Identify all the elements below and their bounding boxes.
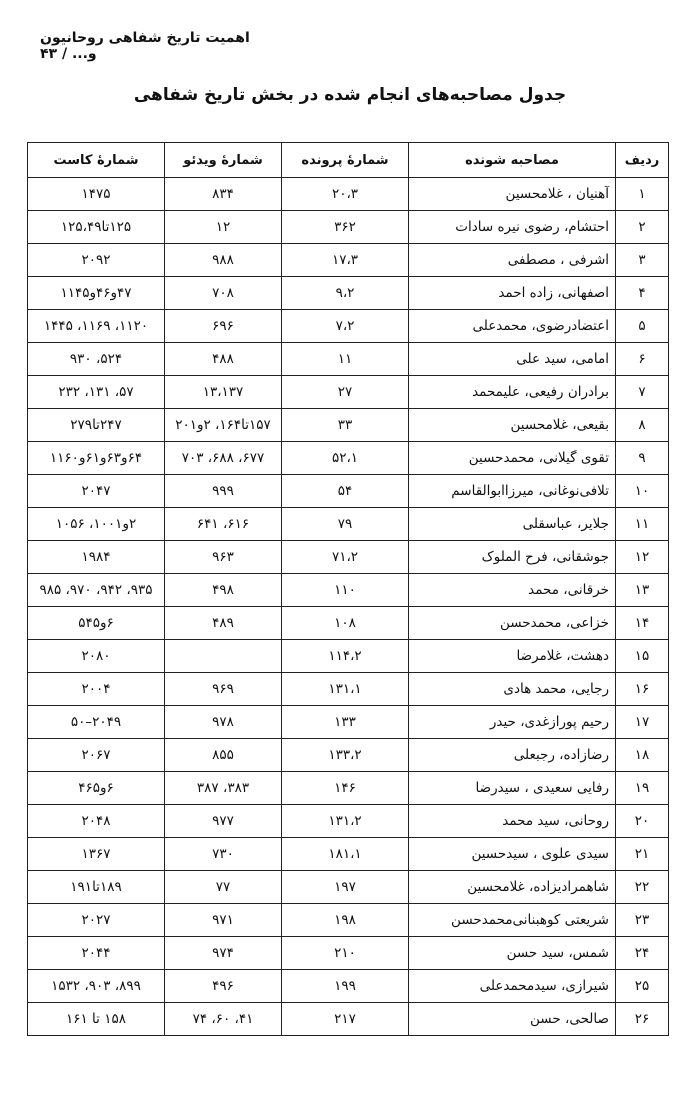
video-number-cell: ۱۵۷تا۱۶۴، ۲و۲۰۱ [165,409,282,442]
table-row [28,673,669,706]
video-number-cell: ۴۸۹ [165,607,282,640]
row-number-cell: ۲۱ [616,838,669,871]
header-interviewee: مصاحبه شونده [409,143,616,178]
video-number-cell: ۷۰۸ [165,277,282,310]
file-number-cell: ۱۳۳ [282,706,409,739]
row-number-cell: ۱۵ [616,640,669,673]
row-number-cell: ۱۸ [616,739,669,772]
cassette-number-cell: ۲۰۴۴ [28,937,165,970]
row-number-cell: ۱ [616,178,669,211]
cassette-number-cell: ۲۰۰۴ [28,673,165,706]
file-number-cell: ۱۱۰ [282,574,409,607]
table-row [28,211,669,244]
cassette-number-cell: ۹۳۵، ۹۴۲، ۹۷۰، ۹۸۵ [28,574,165,607]
table-row [28,310,669,343]
cassette-number-cell: ۲۰۴۹–۵۰ [28,706,165,739]
cassette-number-cell: ۵۲۴، ۹۳۰ [28,343,165,376]
file-number-cell: ۳۶۲ [282,211,409,244]
row-number-cell: ۱۳ [616,574,669,607]
video-number-cell: ۹۷۱ [165,904,282,937]
file-number-cell: ۲۷ [282,376,409,409]
row-number-cell: ۷ [616,376,669,409]
interviewee-name-cell: برادران رفیعی، علیمحمد [409,376,616,409]
table-row [28,277,669,310]
interviewee-name-cell: امامی، سید علی [409,343,616,376]
cassette-number-cell: ۲و۱۰۰۱، ۱۰۵۶ [28,508,165,541]
running-header: اهمیت تاریخ شفاهی روحانیون و... / ۴۳ [40,30,250,62]
row-number-cell: ۱۲ [616,541,669,574]
file-number-cell: ۱۳۳،۲ [282,739,409,772]
table-row [28,409,669,442]
row-number-cell: ۲۶ [616,1003,669,1036]
interviews-table [27,142,669,1036]
row-number-cell: ۲۳ [616,904,669,937]
interviewee-name-cell: رضازاده، رجبعلی [409,739,616,772]
video-number-cell: ۹۹۹ [165,475,282,508]
file-number-cell: ۱۴۶ [282,772,409,805]
row-number-cell: ۴ [616,277,669,310]
table-row [28,244,669,277]
interviewee-name-cell: تقوی گیلانی، محمدحسین [409,442,616,475]
row-number-cell: ۱۰ [616,475,669,508]
cassette-number-cell: ۸۹۹، ۹۰۳، ۱۵۳۲ [28,970,165,1003]
video-number-cell: ۶۷۷، ۶۸۸، ۷۰۳ [165,442,282,475]
row-number-cell: ۲۰ [616,805,669,838]
table-body [28,178,669,1036]
cassette-number-cell: ۱۵۸ تا ۱۶۱ [28,1003,165,1036]
table-row [28,904,669,937]
video-number-cell: ۸۵۵ [165,739,282,772]
video-number-cell: ۴۸۸ [165,343,282,376]
interviewee-name-cell: شیرازی، سیدمحمدعلی [409,970,616,1003]
header-row-number: ردیف [616,143,669,178]
cassette-number-cell: ۲۰۸۰ [28,640,165,673]
cassette-number-cell: ۲۰۴۷ [28,475,165,508]
file-number-cell: ۲۱۰ [282,937,409,970]
header-file-number: شمارهٔ پرونده [282,143,409,178]
file-number-cell: ۲۰،۳ [282,178,409,211]
cassette-number-cell: ۲۰۴۸ [28,805,165,838]
row-number-cell: ۱۹ [616,772,669,805]
table-row [28,508,669,541]
video-number-cell: ۳۸۳، ۳۸۷ [165,772,282,805]
file-number-cell: ۱۳۱،۱ [282,673,409,706]
table-row [28,937,669,970]
row-number-cell: ۳ [616,244,669,277]
interviewee-name-cell: جلایر، عباسقلی [409,508,616,541]
table-row [28,607,669,640]
file-number-cell: ۱۸۱،۱ [282,838,409,871]
file-number-cell: ۱۰۸ [282,607,409,640]
cassette-number-cell: ۶۴و۶۳و۶۱و۱۱۶۰ [28,442,165,475]
video-number-cell: ۴۱، ۶۰، ۷۴ [165,1003,282,1036]
video-number-cell: ۹۷۴ [165,937,282,970]
cassette-number-cell: ۶و۵۴۵ [28,607,165,640]
interviewee-name-cell: اصفهانی، زاده احمد [409,277,616,310]
cassette-number-cell: ۱۲۵تا۱۲۵،۴۹ [28,211,165,244]
interviewee-name-cell: بقیعی، غلامحسین [409,409,616,442]
table-row [28,178,669,211]
row-number-cell: ۱۷ [616,706,669,739]
file-number-cell: ۹،۲ [282,277,409,310]
interviewee-name-cell: خرقانی، محمد [409,574,616,607]
video-number-cell: ۱۳،۱۳۷ [165,376,282,409]
video-number-cell: ۹۷۷ [165,805,282,838]
table-row [28,772,669,805]
row-number-cell: ۹ [616,442,669,475]
row-number-cell: ۲۴ [616,937,669,970]
table-header-row [28,143,669,178]
file-number-cell: ۳۳ [282,409,409,442]
video-number-cell: ۱۲ [165,211,282,244]
table-row [28,574,669,607]
video-number-cell: ۷۷ [165,871,282,904]
file-number-cell: ۲۱۷ [282,1003,409,1036]
file-number-cell: ۱۱۴،۲ [282,640,409,673]
interviewee-name-cell: دهشت، غلامرضا [409,640,616,673]
table-row [28,442,669,475]
cassette-number-cell: ۲۰۶۷ [28,739,165,772]
file-number-cell: ۱۱ [282,343,409,376]
cassette-number-cell: ۱۳۶۷ [28,838,165,871]
file-number-cell: ۱۳۱،۲ [282,805,409,838]
cassette-number-cell: ۶و۴۶۵ [28,772,165,805]
row-number-cell: ۸ [616,409,669,442]
table-row [28,739,669,772]
table-row [28,640,669,673]
cassette-number-cell: ۲۰۹۲ [28,244,165,277]
row-number-cell: ۱۴ [616,607,669,640]
interviewee-name-cell: روحانی، سید محمد [409,805,616,838]
interviewee-name-cell: رفایی سعیدی ، سیدرضا [409,772,616,805]
row-number-cell: ۲۵ [616,970,669,1003]
video-number-cell: ۹۶۳ [165,541,282,574]
video-number-cell: ۶۱۶، ۶۴۱ [165,508,282,541]
table-row [28,541,669,574]
file-number-cell: ۷۹ [282,508,409,541]
cassette-number-cell: ۱۴۷۵ [28,178,165,211]
interviewee-name-cell: رجایی، محمد هادی [409,673,616,706]
table-row [28,475,669,508]
cassette-number-cell: ۱۹۸۴ [28,541,165,574]
interviewee-name-cell: اعتضادرضوی، محمدعلی [409,310,616,343]
file-number-cell: ۱۹۷ [282,871,409,904]
table-row [28,805,669,838]
file-number-cell: ۱۹۹ [282,970,409,1003]
table-row [28,706,669,739]
interviewee-name-cell: تلافی‌نوغانی، میرزاابوالقاسم [409,475,616,508]
video-number-cell: ۹۷۸ [165,706,282,739]
header-cassette-number: شمارهٔ کاست [28,143,165,178]
cassette-number-cell: ۱۱۲۰، ۱۱۶۹، ۱۴۴۵ [28,310,165,343]
file-number-cell: ۱۹۸ [282,904,409,937]
table-row [28,376,669,409]
video-number-cell: ۷۳۰ [165,838,282,871]
interviewee-name-cell: آهنیان ، غلامحسین [409,178,616,211]
row-number-cell: ۲ [616,211,669,244]
cassette-number-cell: ۴۷و۴۶و۱۱۴۵ [28,277,165,310]
table-title: جدول مصاحبه‌های انجام شده در بخش تاریخ شفاهی [133,85,567,105]
row-number-cell: ۲۲ [616,871,669,904]
interviewee-name-cell: شمس، سید حسن [409,937,616,970]
interviewee-name-cell: رحیم پورازغدی، حیدر [409,706,616,739]
row-number-cell: ۵ [616,310,669,343]
row-number-cell: ۱۶ [616,673,669,706]
file-number-cell: ۱۷،۳ [282,244,409,277]
cassette-number-cell: ۵۷، ۱۳۱، ۲۳۲ [28,376,165,409]
interviewee-name-cell: اشرفی ، مصطفی [409,244,616,277]
video-number-cell: ۶۹۶ [165,310,282,343]
interviewee-name-cell: شریعتی کوهبنانی‌محمدحسن [409,904,616,937]
file-number-cell: ۵۲،۱ [282,442,409,475]
file-number-cell: ۵۴ [282,475,409,508]
interviewee-name-cell: احتشام، رضوی نیره سادات [409,211,616,244]
header-video-number: شمارهٔ ویدئو [165,143,282,178]
file-number-cell: ۷،۲ [282,310,409,343]
video-number-cell: ۴۹۸ [165,574,282,607]
interviewee-name-cell: شاهمرادیزاده، غلامحسین [409,871,616,904]
row-number-cell: ۱۱ [616,508,669,541]
video-number-cell: ۹۸۸ [165,244,282,277]
table-row [28,871,669,904]
interviewee-name-cell: صالحی، حسن [409,1003,616,1036]
table-row [28,343,669,376]
cassette-number-cell: ۲۰۲۷ [28,904,165,937]
video-number-cell: ۸۳۴ [165,178,282,211]
video-number-cell: ۴۹۶ [165,970,282,1003]
video-number-cell [165,640,282,673]
interviewee-name-cell: سیدی علوی ، سیدحسین [409,838,616,871]
file-number-cell: ۷۱،۲ [282,541,409,574]
interviewee-name-cell: خزاعی، محمدحسن [409,607,616,640]
cassette-number-cell: ۱۸۹تا۱۹۱ [28,871,165,904]
cassette-number-cell: ۲۴۷تا۲۷۹ [28,409,165,442]
table-row [28,838,669,871]
video-number-cell: ۹۶۹ [165,673,282,706]
table-row [28,970,669,1003]
table-row [28,1003,669,1036]
row-number-cell: ۶ [616,343,669,376]
interviewee-name-cell: جوشقانی، فرح الملوک [409,541,616,574]
